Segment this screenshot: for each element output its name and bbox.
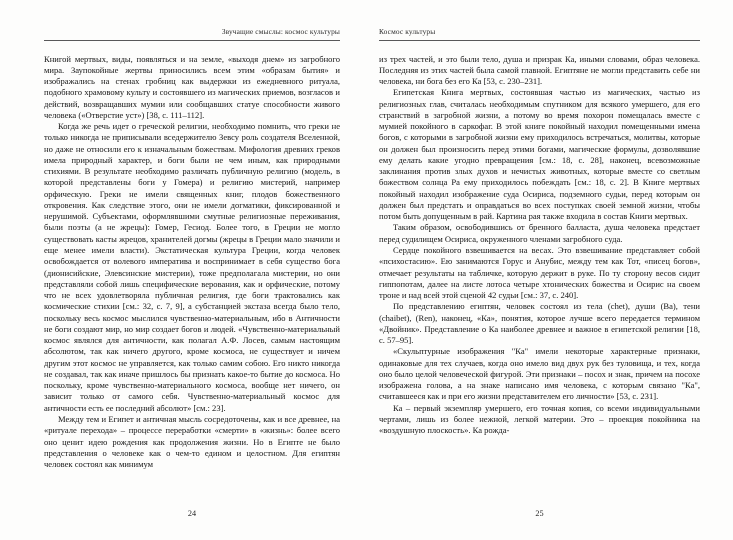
paragraph: Ка – первый экземпляр умершего, его точная копия, со всеми индивидуальными чертами, лишь из более нежной, легкой материи. Это – проекция покойника на «воздушную плоскость». Ка рожда- <box>379 402 700 436</box>
paragraph: По представлению египтян, человек состоял из тела (chet), души (Ва), тени (chaibet), (Ren), наконец, «Ка», понятия, которое лучше всего передается термином «Двойник». Представление о Ка наиболее древнее и важное в египетской религии [18, с. 57–95]. <box>379 301 700 346</box>
paragraph: Сердце покойного взвешивается на весах. Это взвешивание представляет собой «психостасию». Ею занимаются Горус и Анубис, между тем как Тот, «писец богов», отмечает результаты на табличке, которую держит в руке. По ту сторону весов сидит гиппопотам, далее на листе лотоса четыре хтонических божества и Осирис на своем троне и над всей этой сценой 42 судьи [см.: 37, с. 240]. <box>379 245 700 301</box>
paragraph: «Скульптурные изображения "Ка" имели некоторые характерные признаки, одинаковые для тех случаев, когда оно имело вид двух рук без туловища, и тех, когда оно было целой человеческой фигурой. Эти признаки – посох и знак, причем на посохе изображена голова, а на знаке написано имя человека, с которым связано "Ка", считавшееся как и при его жизни представителем его личности» [53, с. 231]. <box>379 346 700 402</box>
right-page-body <box>379 54 700 437</box>
paragraph: Книгой мертвых, виды, появляться и на земле, «выходя днем» из загробного мира. Заупокойные жертвы приносились всем этим «образам бытия» и изображались на стенах гробниц как выдержки из ежедневного ритуала, подобного храмовому культу и состоявшего из магических приемов, возгласов и действий, возвращавших мумии или сообщавших статуе способности живого человека («Отверстие уст») [38, с. 111–112]. <box>44 53 340 120</box>
paragraph: Египетская Книга мертвых, состоявшая частью из магических, частью из религиозных глав, считалась необходимым спутником для всякого умершего, для его странствий в загробной жизни, а потому во время похорон помещалась вместе с мумией покойного в саркофаг. В этой книге покойный находил помещенными имена богов, с которыми в загробной жизни ему приходилось встречаться, молитвы, которые он должен был произносить перед этими богами, магические формулы, дозволявшие ему делать какие угодно превращения [см.: 18, с. 28], наконец, всевозможные заклинания против злых духов и нечистых животных, которые вместе со светлым божеством солнца Ра ему приходилось побеждать [см.: 18, с. 2]. В Книге мертвых покойный находил изображение суда Осириса, подземного судьи, перед которым он должен был предстать и оправдаться во всех поступках своей земной жизни, чтобы потом быть допущенным в рай. Картина рая также входила в состав Книги мертвых. <box>379 87 700 222</box>
page-number-left: 24 <box>187 509 197 518</box>
running-head-right: Космос культуры <box>379 26 700 41</box>
left-page <box>0 0 366 540</box>
paragraph: Между тем и Египет и античная мысль сосредоточены, как и все древнее, на «ритуале перехода» – процессе переработки «смерти» в «жизнь»: более всего оно ценит идею рождения как продолжения жизни. Но в Египте не было представления о человеке как о чем-то едином и целостном. Для египтян человек состоял как минимум <box>44 414 340 470</box>
running-head-left: Звучащие смыслы: космос культуры <box>44 26 340 41</box>
paragraph: Таким образом, освободившись от бренного балласта, душа человека предстает перед судилищем Осириса, окруженного членами загробного суда. <box>379 222 700 244</box>
page-number-right: 25 <box>535 509 544 518</box>
paragraph: из трех частей, и это были тело, душа и призрак Ка, иными словами, образ человека. Последняя из этих частей была самой главной. Египтяне не могли представить себе ни человека, ни бога без его Ка [53, с. 230–231]. <box>379 53 700 87</box>
paragraph: Когда же речь идет о греческой религии, необходимо помнить, что греки не только никогда не приписывали вседержителю Зевсу роль создателя Вселенной, но даже не относили его к изначальным божествам. Мифология древних греков имела природный характер, и боги были не чем иным, как природными стихиями. В результате необходимо различать публичную религию (модель, в которой представлены боги у Гомера) и религию мистерий, например орфическую. Греки не имели священных книг, плодов божественного откровения. Как следствие этого, они не имели догматики, фиксированной и нерушимой. Субъектами, оформлявшими смутные религиозные переживания, были поэты (а не жрецы): Гомер, Гесиод. Более того, в Греции не могло существовать касты жрецов, хранителей догмы (жрецы в Греции мало значили и еще менее имели власти). Экстатическая культура Греции, когда человек освобождается от волевого императива и воспринимает в себя существо бога (дионисийские, Элевсинские мистерии), тоже предполагала мистерии, но они представляли собой лишь специфические верования, как и орфические, потому что не всех удовлетворяла публичная религия, где боги трактовались как космические стихии [см.: 32, с. 7, 9], а субстанцией экстаза всегда было тело, поскольку весь космос мыслился чувственно-материальным, ибо в Античности не боги создают мир, но мир создает богов и людей. «Чувственно-материальный космос являлся для античности, как полагал А.Ф. Лосев, самым настоящим абсолютом, так как ничего другого, кроме космоса, не существует и ничем другим этот космос не управляется, как только самим собою. Его никто никогда не создавал, так как иначе пришлось бы признать какое-то бытие до космоса. Но поскольку, кроме чувственно-материального космоса, вообще нет ничего, он зависит только от самого себя. Чувственно-материальный космос для античности есть ее последний абсолют» [см.: 23]. <box>44 121 340 413</box>
right-page <box>366 0 733 540</box>
left-page-body <box>44 54 340 471</box>
